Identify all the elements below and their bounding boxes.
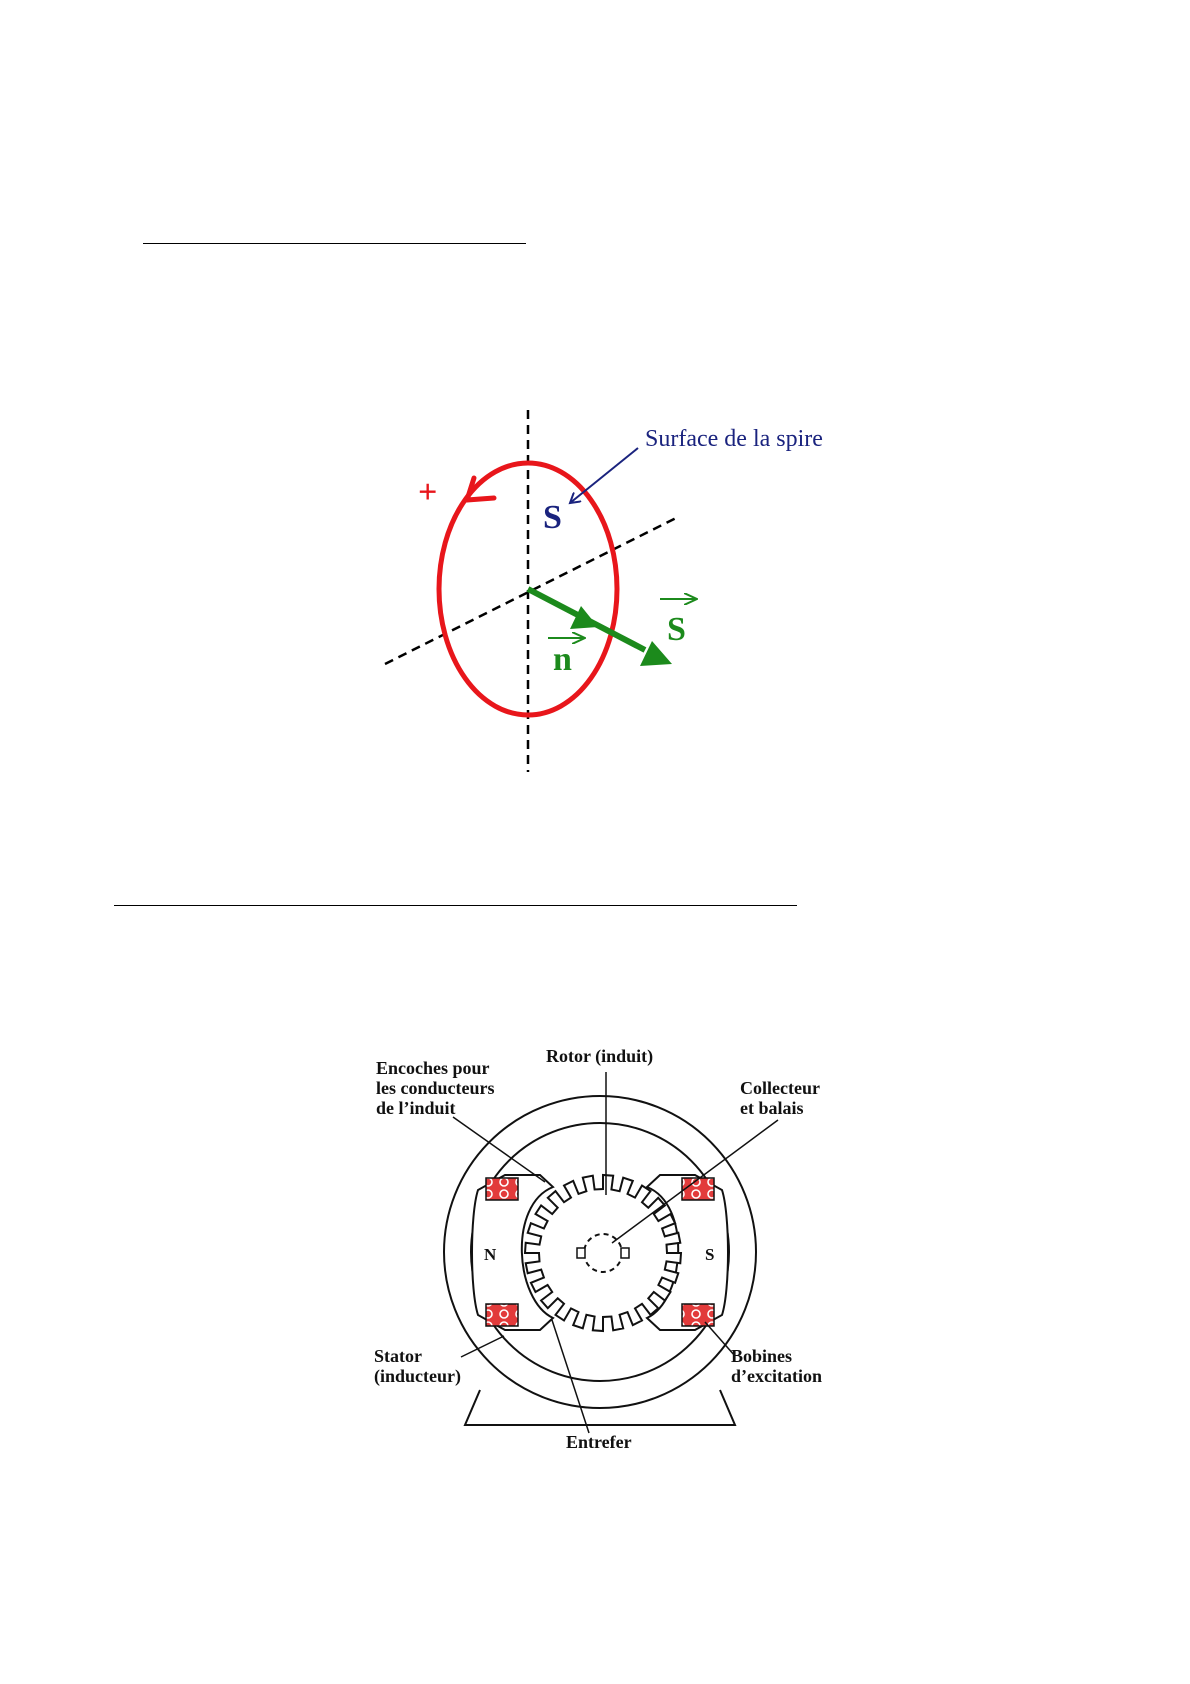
label-bobines: Bobines d’excitation — [731, 1346, 822, 1386]
brush-right — [621, 1248, 629, 1258]
vector-n-label: n — [553, 641, 572, 678]
label-entrefer: Entrefer — [566, 1432, 632, 1452]
coil-top-left — [486, 1178, 518, 1200]
pole-south-label: S — [705, 1245, 715, 1264]
label-rotor: Rotor (induit) — [546, 1046, 654, 1066]
spire-figure — [385, 410, 823, 772]
vector-S-label: S — [667, 611, 686, 648]
surface-pointer-arrow — [570, 448, 638, 503]
coil-top-right — [682, 1178, 714, 1200]
coil-bottom-right — [682, 1304, 714, 1326]
vector-n-arrowhead-icon — [570, 606, 598, 629]
label-stator: Stator (inducteur) — [374, 1346, 461, 1386]
rotor-toothed — [525, 1175, 681, 1331]
label-encoches: Encoches pour les conducteurs de l’induit — [376, 1058, 495, 1118]
surface-symbol: S — [543, 499, 562, 536]
label-collecteur: Collecteur et balais — [740, 1078, 820, 1118]
pole-north-label: N — [484, 1245, 497, 1264]
coil-bottom-left — [486, 1304, 518, 1326]
surface-label: Surface de la spire — [645, 426, 823, 452]
brush-left — [577, 1248, 585, 1258]
plus-sign: + — [418, 474, 438, 511]
machine-figure — [374, 1046, 824, 1452]
